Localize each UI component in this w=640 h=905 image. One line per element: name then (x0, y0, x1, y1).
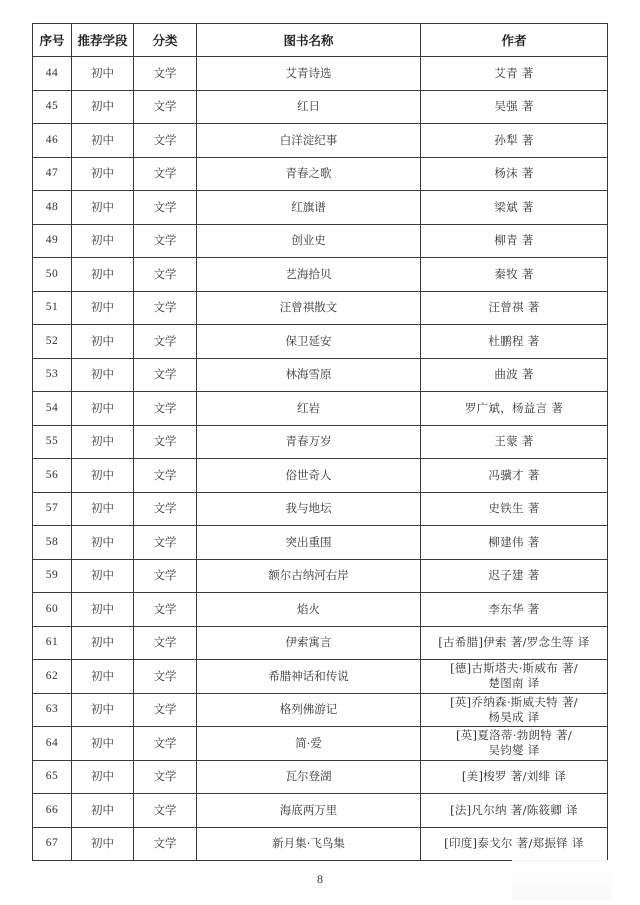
table-body (33, 57, 608, 861)
table-row (33, 191, 608, 225)
author-line: 吴钧燮 译 (488, 743, 540, 758)
header-author: 作者 (421, 24, 608, 57)
author-line: 孙犁 著 (494, 132, 534, 147)
cell-author (421, 224, 608, 258)
cell-index: 54 (33, 392, 72, 426)
cell-stage: 初中 (72, 57, 134, 91)
table-row (33, 157, 608, 191)
cell-title: 我与地坛 (197, 492, 421, 526)
cell-author (421, 157, 608, 191)
author-line: 杨昊成 译 (488, 709, 540, 724)
cell-index: 59 (33, 559, 72, 593)
cell-author (421, 124, 608, 158)
table-row (33, 760, 608, 794)
cell-index: 49 (33, 224, 72, 258)
cell-stage: 初中 (72, 224, 134, 258)
cell-index: 48 (33, 191, 72, 225)
table-row (33, 693, 608, 727)
author-line: [英]乔纳森·斯威夫特 著/ (450, 694, 578, 709)
cell-category: 文学 (134, 827, 197, 861)
cell-category: 文学 (134, 191, 197, 225)
cell-author (421, 693, 608, 727)
table-row (33, 291, 608, 325)
cell-author (421, 459, 608, 493)
cell-index: 66 (33, 794, 72, 828)
cell-category: 文学 (134, 425, 197, 459)
header-stage: 推荐学段 (72, 24, 134, 57)
table-row (33, 90, 608, 124)
table-row (33, 57, 608, 91)
cell-author (421, 191, 608, 225)
header-index: 序号 (33, 24, 72, 57)
cell-title: 红岩 (197, 392, 421, 426)
author-line: 艾青 著 (494, 65, 534, 80)
cell-index: 52 (33, 325, 72, 359)
cell-category: 文学 (134, 124, 197, 158)
table-row (33, 827, 608, 861)
cell-title: 红日 (197, 90, 421, 124)
author-line: 柳建伟 著 (488, 534, 540, 549)
cell-category: 文学 (134, 157, 197, 191)
cell-category: 文学 (134, 559, 197, 593)
cell-category: 文学 (134, 727, 197, 761)
cell-index: 50 (33, 258, 72, 292)
cell-author (421, 392, 608, 426)
book-list-table (32, 23, 608, 861)
table-row (33, 459, 608, 493)
cell-author (421, 760, 608, 794)
table-row (33, 392, 608, 426)
cell-stage: 初中 (72, 526, 134, 560)
cell-index: 61 (33, 626, 72, 660)
cell-category: 文学 (134, 492, 197, 526)
cell-author (421, 626, 608, 660)
cell-category: 文学 (134, 794, 197, 828)
cell-title: 青春之歌 (197, 157, 421, 191)
cell-category: 文学 (134, 358, 197, 392)
cell-category: 文学 (134, 526, 197, 560)
table-header-row (33, 24, 608, 57)
author-line: [古希腊]伊索 著/罗念生等 译 (438, 635, 590, 650)
author-line: 李东华 著 (488, 601, 540, 616)
cell-stage: 初中 (72, 258, 134, 292)
cell-title: 青春万岁 (197, 425, 421, 459)
table-row (33, 660, 608, 694)
cell-index: 67 (33, 827, 72, 861)
cell-title: 俗世奇人 (197, 459, 421, 493)
cell-category: 文学 (134, 224, 197, 258)
cell-author (421, 358, 608, 392)
cell-stage: 初中 (72, 425, 134, 459)
table-row (33, 559, 608, 593)
cell-author (421, 57, 608, 91)
author-line: [德]古斯塔夫·斯威布 著/ (450, 661, 578, 676)
cell-category: 文学 (134, 626, 197, 660)
author-line: 冯骥才 著 (488, 467, 540, 482)
author-line: 王蒙 著 (494, 434, 534, 449)
cell-category: 文学 (134, 90, 197, 124)
author-line: [英]夏洛蒂·勃朗特 著/ (455, 728, 573, 743)
author-line: [美]梭罗 著/刘绯 译 (461, 769, 567, 784)
cell-category: 文学 (134, 459, 197, 493)
cell-stage: 初中 (72, 827, 134, 861)
table-row (33, 258, 608, 292)
cell-author (421, 559, 608, 593)
cell-title: 希腊神话和传说 (197, 660, 421, 694)
cell-stage: 初中 (72, 124, 134, 158)
table-row (33, 425, 608, 459)
cell-index: 46 (33, 124, 72, 158)
author-line: 杜鹏程 著 (488, 333, 540, 348)
cell-title: 艺海拾贝 (197, 258, 421, 292)
cell-stage: 初中 (72, 191, 134, 225)
author-line: 史铁生 著 (488, 501, 540, 516)
cell-title: 白洋淀纪事 (197, 124, 421, 158)
cell-stage: 初中 (72, 492, 134, 526)
cell-stage: 初中 (72, 794, 134, 828)
cell-title: 红旗谱 (197, 191, 421, 225)
cell-index: 64 (33, 727, 72, 761)
cell-index: 51 (33, 291, 72, 325)
cell-category: 文学 (134, 693, 197, 727)
cell-title: 额尔古纳河右岸 (197, 559, 421, 593)
author-line: 汪曾祺 著 (488, 300, 540, 315)
cell-index: 45 (33, 90, 72, 124)
page-number: 8 (317, 872, 323, 886)
author-line: [印度]泰戈尔 著/郑振铎 译 (444, 836, 584, 851)
cell-author (421, 827, 608, 861)
table-row (33, 492, 608, 526)
cell-stage: 初中 (72, 559, 134, 593)
cell-category: 文学 (134, 392, 197, 426)
cell-stage: 初中 (72, 693, 134, 727)
cell-title: 简·爱 (197, 727, 421, 761)
cell-category: 文学 (134, 660, 197, 694)
cell-stage: 初中 (72, 593, 134, 627)
cell-index: 47 (33, 157, 72, 191)
author-line: [法]凡尔纳 著/陈筱卿 译 (450, 802, 578, 817)
cell-index: 58 (33, 526, 72, 560)
cell-category: 文学 (134, 258, 197, 292)
cell-author (421, 660, 608, 694)
cell-category: 文学 (134, 325, 197, 359)
author-line: 秦牧 著 (494, 266, 534, 281)
table-row (33, 626, 608, 660)
cell-stage: 初中 (72, 459, 134, 493)
cell-index: 65 (33, 760, 72, 794)
cell-title: 瓦尔登湖 (197, 760, 421, 794)
cell-index: 60 (33, 593, 72, 627)
cell-category: 文学 (134, 57, 197, 91)
cell-category: 文学 (134, 760, 197, 794)
cell-author (421, 325, 608, 359)
cell-title: 保卫延安 (197, 325, 421, 359)
watermark-overlay (512, 860, 612, 900)
cell-index: 44 (33, 57, 72, 91)
cell-title: 林海雪原 (197, 358, 421, 392)
cell-stage: 初中 (72, 90, 134, 124)
cell-stage: 初中 (72, 760, 134, 794)
author-line: 梁斌 著 (494, 199, 534, 214)
cell-title: 艾青诗选 (197, 57, 421, 91)
header-category: 分类 (134, 24, 197, 57)
cell-author (421, 526, 608, 560)
author-line: 曲波 著 (494, 367, 534, 382)
cell-author (421, 492, 608, 526)
cell-stage: 初中 (72, 291, 134, 325)
table-row (33, 794, 608, 828)
cell-index: 57 (33, 492, 72, 526)
author-line: 楚图南 译 (488, 676, 540, 691)
cell-title: 突出重围 (197, 526, 421, 560)
cell-stage: 初中 (72, 325, 134, 359)
cell-stage: 初中 (72, 626, 134, 660)
table-row (33, 224, 608, 258)
cell-title: 焰火 (197, 593, 421, 627)
cell-author (421, 727, 608, 761)
author-line: 吴强 著 (494, 99, 534, 114)
table-row (33, 593, 608, 627)
cell-category: 文学 (134, 593, 197, 627)
cell-title: 格列佛游记 (197, 693, 421, 727)
cell-title: 汪曾祺散文 (197, 291, 421, 325)
table-row (33, 124, 608, 158)
author-line: 柳青 著 (494, 233, 534, 248)
table-row (33, 526, 608, 560)
cell-title: 伊索寓言 (197, 626, 421, 660)
cell-title: 海底两万里 (197, 794, 421, 828)
cell-author (421, 425, 608, 459)
cell-stage: 初中 (72, 727, 134, 761)
cell-index: 53 (33, 358, 72, 392)
cell-index: 63 (33, 693, 72, 727)
cell-index: 62 (33, 660, 72, 694)
author-line: 杨沫 著 (494, 166, 534, 181)
cell-stage: 初中 (72, 660, 134, 694)
cell-author (421, 258, 608, 292)
table-row (33, 358, 608, 392)
cell-category: 文学 (134, 291, 197, 325)
cell-index: 56 (33, 459, 72, 493)
table-row (33, 325, 608, 359)
cell-stage: 初中 (72, 358, 134, 392)
cell-title: 创业史 (197, 224, 421, 258)
cell-index: 55 (33, 425, 72, 459)
author-line: 罗广斌，杨益言 著 (464, 400, 564, 415)
cell-stage: 初中 (72, 392, 134, 426)
cell-stage: 初中 (72, 157, 134, 191)
cell-author (421, 593, 608, 627)
cell-author (421, 291, 608, 325)
cell-title: 新月集·飞鸟集 (197, 827, 421, 861)
author-line: 迟子建 著 (488, 568, 540, 583)
table-row (33, 727, 608, 761)
header-title: 图书名称 (197, 24, 421, 57)
cell-author (421, 90, 608, 124)
cell-author (421, 794, 608, 828)
